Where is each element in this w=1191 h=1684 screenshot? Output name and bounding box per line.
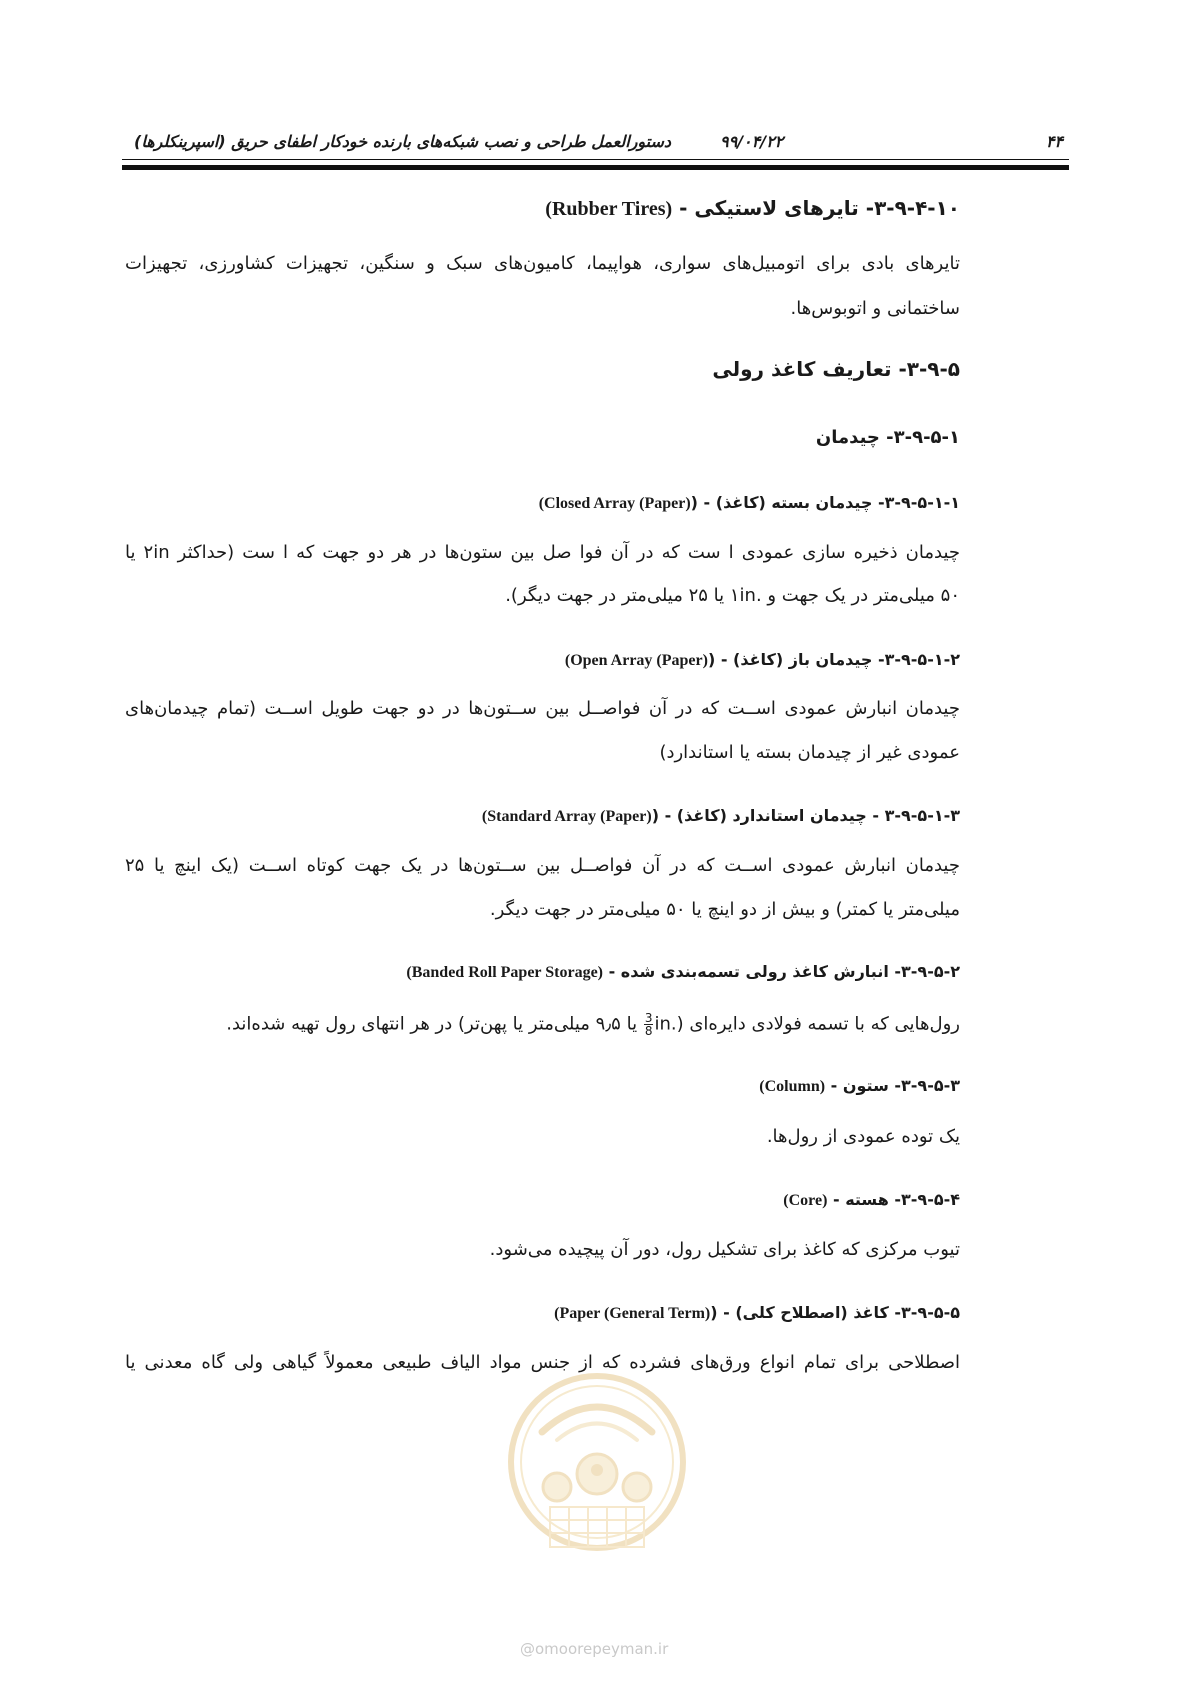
paragraph-line: تایرهای بادی برای اتومبیل‌های سواری، هواپیما، کامیون‌های سبک و سنگین، تجهیزات کشاورزی، تجهیزات xyxy=(125,253,960,274)
heading-fa: ۳-۹-۵-۴- هسته - xyxy=(827,1190,960,1209)
heading-fa: ۳-۹-۵-۲- انبارش کاغذ رولی تسمه‌بندی شده - xyxy=(603,962,960,981)
heading-fa: ۳-۹-۵-۱-۱- چیدمان بسته (کاغذ) - ( xyxy=(690,493,960,512)
heading-en: (Banded Roll Paper Storage) xyxy=(406,964,603,981)
paragraph-line: چیدمان انبارش عمودی اســت که در آن فواصــل بین ســتون‌ها در یک جهت کوتاه اســت (یک اینچ یا ۲۵ xyxy=(125,855,960,876)
heading-fa: ۳-۹-۵-۱-۳ - چیدمان استاندارد (کاغذ) - ( xyxy=(651,806,960,825)
watermark-site: @omoorepeyman.ir xyxy=(520,1640,669,1658)
paragraph-line: عمودی غیر از چیدمان بسته یا استاندارد) xyxy=(659,742,960,763)
fraction-numerator: 3 xyxy=(644,1011,653,1025)
section-heading-standard-array xyxy=(482,806,960,826)
paragraph-line: اصطلاحی برای تمام انواع ورق‌های فشرده که از جنس مواد الیاف طبیعی معمولاً گیاهی ولی گاه معدنی یا xyxy=(125,1352,960,1373)
section-heading-core xyxy=(783,1190,960,1210)
fraction xyxy=(644,1012,654,1037)
heading-fa: ۳-۹-۵-۱-۲- چیدمان باز (کاغذ) - ( xyxy=(707,650,960,669)
heading-fa: ۳-۹-۵-۳- ستون - xyxy=(825,1076,960,1095)
running-title: دستورالعمل طراحی و نصب شبکه‌های بارنده خودکار اطفای حریق (اسپرینکلرها) xyxy=(134,132,672,151)
heading-fa: ۳-۹-۴-۱۰- تایرهای لاستیکی - xyxy=(672,196,960,220)
heading-en: (Paper (General Term) xyxy=(554,1305,711,1322)
section-heading-roll-paper: ۳-۹-۵- تعاریف کاغذ رولی xyxy=(712,357,960,381)
heading-en: (Closed Array (Paper) xyxy=(538,495,691,512)
paragraph-line: چیدمان انبارش عمودی اســت که در آن فواصــل بین ســتون‌ها در دو جهت طویل اســت (تمام چیدمان‌های xyxy=(125,698,960,719)
section-heading-closed-array xyxy=(539,493,960,513)
paragraph-line xyxy=(226,1012,960,1037)
watermark-logo-icon xyxy=(502,1362,692,1572)
text-run: رول‌هایی که با تسمه فولادی دایره‌ای (.in xyxy=(654,1013,960,1035)
heading-en: (Column) xyxy=(759,1078,826,1095)
page-number: ۴۴ xyxy=(1045,132,1063,151)
fraction-denominator: 8 xyxy=(644,1024,653,1038)
paragraph-line: ساختمانی و اتوبوس‌ها. xyxy=(790,298,960,319)
heading-fa: ۳-۹-۵-۵- کاغذ (اصطلاح کلی) - ( xyxy=(710,1303,960,1322)
heading-en: (Open Array (Paper) xyxy=(564,652,708,669)
paragraph-line: تیوب مرکزی که کاغذ برای تشکیل رول، دور آن پیچیده می‌شود. xyxy=(489,1239,960,1260)
paragraph-line: ۵۰ میلی‌متر در یک جهت و .۱in یا ۲۵ میلی‌متر در جهت دیگر). xyxy=(505,585,960,606)
section-heading-rubber-tires xyxy=(545,196,960,221)
header-rule-thick xyxy=(122,165,1069,170)
section-heading-open-array xyxy=(565,650,960,670)
section-heading-paper-general xyxy=(554,1303,960,1323)
paragraph-line: یک توده عمودی از رول‌ها. xyxy=(766,1126,960,1147)
section-heading-stacking: ۳-۹-۵-۱- چیدمان xyxy=(815,427,960,448)
heading-en: (Rubber Tires) xyxy=(545,198,673,220)
revision-date: ۹۹/۰۴/۲۲ xyxy=(720,132,784,151)
section-heading-column xyxy=(759,1076,960,1096)
paragraph-line: چیدمان ذخیره سازی عمودی ا ست که در آن فوا صل بین ستون‌ها در هر دو جهت که ا ست (حداکثر ۲in یا xyxy=(125,542,961,563)
text-run: یا ۹٫۵ میلی‌متر یا پهن‌تر) در هر انتهای رول تهیه شده‌اند. xyxy=(226,1013,638,1035)
heading-en: (Standard Array (Paper) xyxy=(481,808,652,825)
section-heading-banded-roll xyxy=(406,962,960,982)
paragraph-line: میلی‌متر یا کمتر) و بیش از دو اینچ یا ۵۰ میلی‌متر در جهت دیگر. xyxy=(489,899,960,920)
heading-en: (Core) xyxy=(783,1192,828,1209)
header-rule-thin xyxy=(122,159,1069,160)
